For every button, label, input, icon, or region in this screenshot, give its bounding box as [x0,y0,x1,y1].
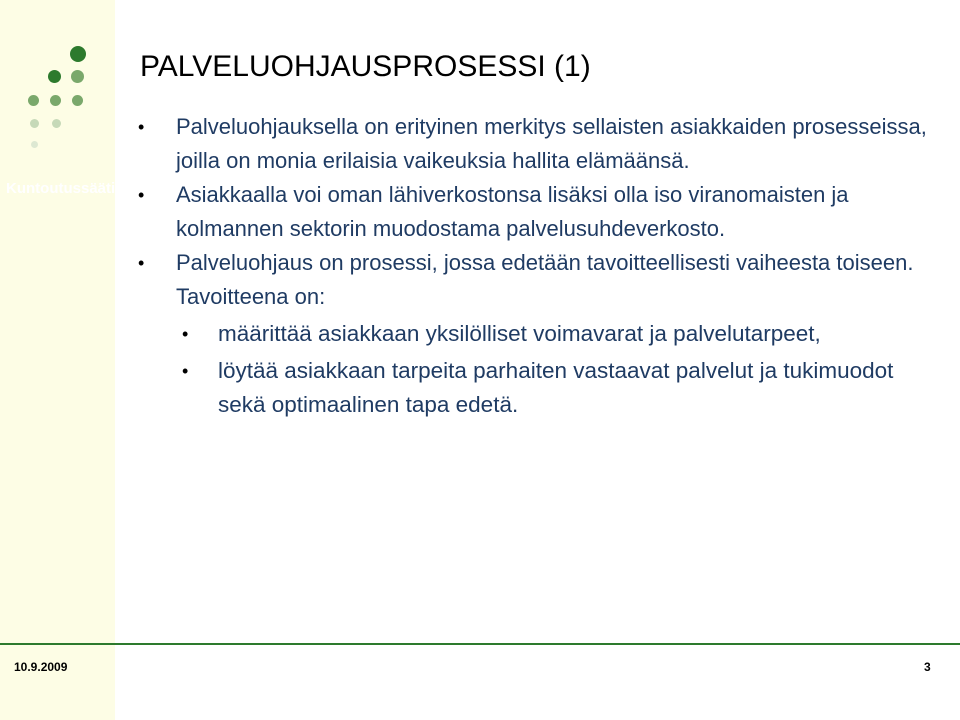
bullet-item [138,246,943,314]
bullet-mark: • [138,253,145,273]
logo-dot [48,70,61,83]
bullet-text: Palveluohjaus on prosessi, jossa edetään tavoitteellisesti vaiheesta toiseen. Tavoitteena on: [176,250,914,309]
footer-date: 10.9.2009 [14,660,68,674]
bullet-mark: • [138,117,145,137]
footer-divider [0,643,960,645]
sub-bullet-mark: • [182,324,189,344]
sub-bullet-text: löytää asiakkaan tarpeita parhaiten vastaavat palvelut ja tukimuodot sekä optimaalinen tapa edetä. [218,358,894,417]
sidebar [0,0,125,720]
bullet-item [138,178,943,246]
slide-content [138,110,943,422]
sub-bullet-item [138,354,943,422]
logo-dot [52,119,61,128]
logo-dot [30,119,39,128]
bullet-text: Palveluohjauksella on erityinen merkitys sellaisten asiakkaiden prosesseissa, joilla on monia erilaisia vaikeuksia hallita elämäänsä. [176,114,927,173]
bullet-mark: • [138,185,145,205]
sub-bullet-item [138,317,943,351]
logo-dot [70,46,86,62]
bullet-text: Asiakkaalla voi oman lähiverkostonsa lisäksi olla iso viranomaisten ja kolmannen sektorin muodostama palvelusuhdeverkosto. [176,182,849,241]
logo-dot [28,95,39,106]
slide-title: PALVELUOHJAUSPROSESSI (1) [140,50,591,83]
organization-name: Kuntoutussäätiö [6,180,125,197]
logo-dot [50,95,61,106]
logo-dot [71,70,84,83]
logo-dot [72,95,83,106]
page-number: 3 [924,660,931,674]
sub-bullet-mark: • [182,361,189,381]
sub-bullet-text: määrittää asiakkaan yksilölliset voimavarat ja palvelutarpeet, [218,321,821,346]
logo-dot [31,141,38,148]
bullet-item [138,110,943,178]
